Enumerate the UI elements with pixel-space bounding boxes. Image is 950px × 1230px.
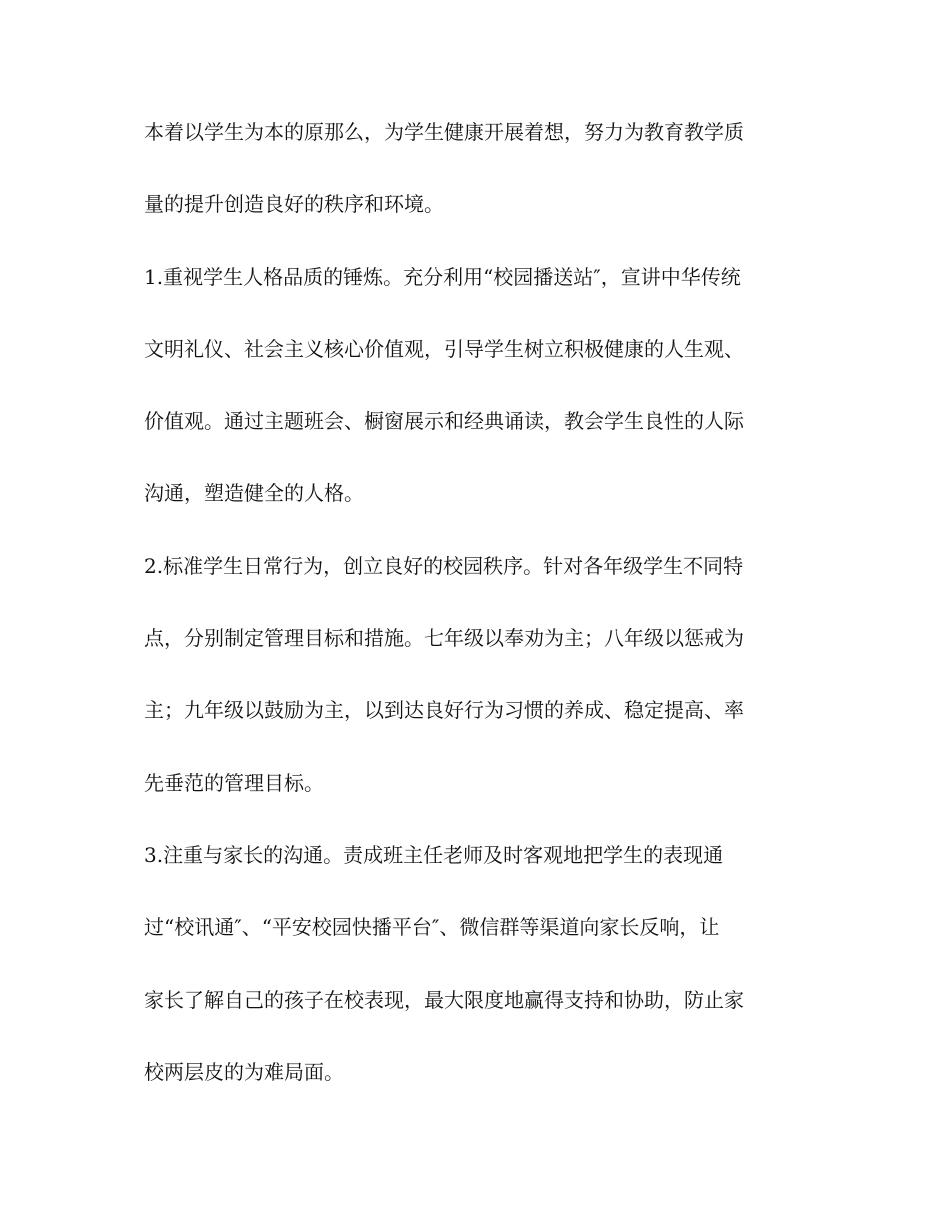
text-line: 先垂范的管理目标。: [144, 770, 324, 795]
text-line: 3.注重与家长的沟通。责成班主任老师及时客观地把学生的表现通: [144, 842, 724, 867]
text-line: 价值观。通过主题班会、橱窗展示和经典诵读，教会学生良性的人际: [144, 409, 744, 434]
text-line: 1.重视学生人格品质的锤炼。充分利用“校园播送站″，宣讲中华传统: [144, 264, 741, 289]
text-line: 量的提升创造良好的秩序和环境。: [144, 192, 444, 217]
text-line: 过“校讯通″、“平安校园快播平台″、微信群等渠道向家长反响，让: [144, 915, 720, 940]
document-body: [144, 122, 824, 1134]
text-line: 文明礼仪、社会主义核心价值观，引导学生树立积极健康的人生观、: [144, 336, 744, 361]
text-line: 2.标准学生日常行为，创立良好的校园秩序。针对各年级学生不同特: [144, 553, 744, 578]
text-line: 点，分别制定管理目标和措施。七年级以奉劝为主；八年级以惩戒为: [144, 626, 744, 651]
text-line: 主；九年级以鼓励为主，以到达良好行为习惯的养成、稳定提高、率: [144, 698, 744, 723]
text-line: 家长了解自己的孩子在校表现，最大限度地赢得支持和协助，防止家: [144, 987, 744, 1012]
text-line: 沟通，塑造健全的人格。: [144, 481, 364, 506]
text-line: 校两层皮的为难局面。: [144, 1059, 344, 1084]
text-line: 本着以学生为本的原那么，为学生健康开展着想，努力为教育教学质: [144, 120, 744, 144]
